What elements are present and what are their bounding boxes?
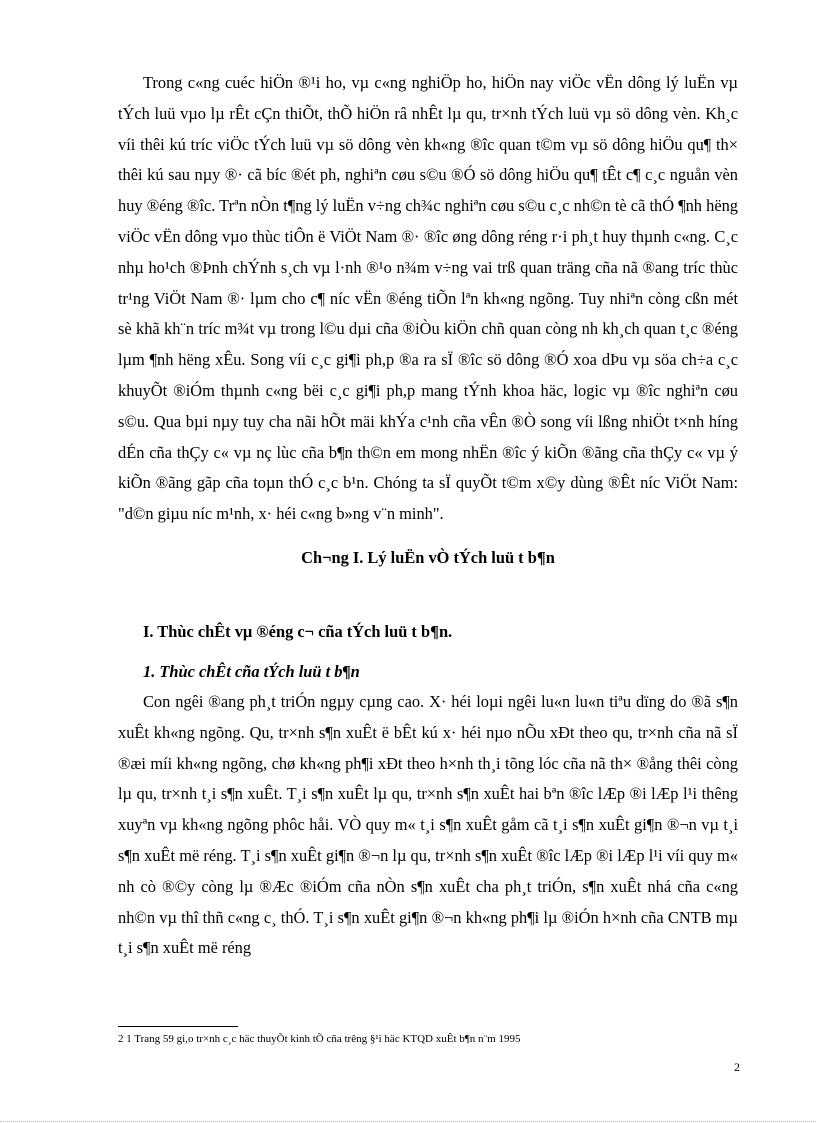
footnote-divider bbox=[118, 1026, 238, 1027]
page-content bbox=[118, 68, 738, 964]
intro-paragraph: Trong c«ng cuéc hiÖn ®¹i ho, vµ c«ng nghiÖp ho, hiÖn nay viÖc vËn dông lý luËn vµ tÝch luü vµo lµ rÊt cÇn thiÕt, thÕ hiÖn râ nhÊt lµ qu, tr×nh tÝch luü vµ sö dông vèn. Kh¸c víi thêi kú tríc viÖc tÝch luü vµ sö dông vèn kh«ng ®îc quan t©m vµ sö dông hiÖu qu¶ th× thêi kú sau nµy ®· cã bíc ®ét ph, nghiªn cøu s©u ®Ó sö dông hiÖu qu¶ tÊt c¶ c¸c nguån vèn huy ®éng ®îc. Trªn nÒn t¶ng lý luËn v÷ng ch¾c nghiªn cøu s©u c¸c nh©n tè cã thÓ ¶nh hëng viÖc vËn dông vµo thùc tiÔn ë ViÖt Nam ®· ®îc øng dông réng r·i ph¸t huy thµnh c«ng. C¸c nhµ ho¹ch ®Þnh chÝnh s¸ch vµ l·nh ®¹o n¾m v÷ng vai trß quan träng cña nã ®ang tríc thùc tr¹ng ViÖt Nam ®· lµm cho c¶ níc vËn ®éng tiÕn lªn kh«ng ngõng. Tuy nhiªn còng cßn mét sè khã kh¨n tríc m¾t vµ trong l©u dµi cña ®iÒu kiÖn chñ quan còng nh kh¸ch quan t¸c ®éng lµm ¶nh hëng xÊu. Song víi c¸c gi¶i ph,p ®a ra sÏ ®îc sö dông ®Ó xoa dÞu vµ söa ch÷a c¸c khuyÕt ®iÓm thµnh c«ng bëi c¸c gi¶i ph,p mang tÝnh khoa häc, logic vµ ®îc nghiªn cøu s©u. Qua bµi nµy tuy cha nãi hÕt mäi khÝa c¹nh cña vÊn ®Ò song víi lßng nhiÖt t×nh híng dÉn cña thÇy c« vµ nç lùc cña b¶n th©n em mong nhËn ®îc ý kiÕn ®ãng cña thÇy c« vµ ý kiÕn ®ãng gãp cña toµn thÓ c¸c b¹n. Chóng ta sÏ quyÕt t©m x©y dùng ®Êt níc ViÖt Nam: "d©n giµu níc m¹nh, x· héi c«ng b»ng v¨n minh". bbox=[118, 73, 738, 524]
footnote: 2 1 Trang 59 gi,o tr×nh c¸c häc thuyÕt kinh tÕ cña trêng §¹i häc KTQD xuÊt b¶n n¨m 1995 bbox=[118, 1033, 521, 1045]
body-paragraph: Con ngêi ®ang ph¸t triÓn ngµy cµng cao. X· héi loµi ngêi lu«n lu«n tiªu dïng do ®ã s¶n xuÊt kh«ng ngõng. Qu, tr×nh s¶n xuÊt ë bÊt kú x· héi nµo nÕu xÐt theo qu, tr×nh cña nã sÏ ®æi míi kh«ng ngõng, chø kh«ng ph¶i xÐt theo h×nh th¸i tõng lóc cña nã th× ®ång thêi còng lµ qu, tr×nh t¸i s¶n xuÊt. T¸i s¶n xuÊt lµ qu, tr×nh s¶n xuÊt hai bªn ®îc lÆp ®i lÆp l¹i thêng xuyªn vµ kh«ng ngõng phôc håi. VÒ quy m« t¸i s¶n xuÊt gåm cã t¸i s¶n xuÊt gi¶n ®¬n vµ t¸i s¶n xuÊt më réng. T¸i s¶n xuÊt gi¶n ®¬n lµ qu, tr×nh s¶n xuÊt ®îc lÆp ®i lÆp l¹i víi quy m« nh cò ®©y còng lµ ®Æc ®iÓm cña nÒn s¶n xuÊt cha ph¸t triÓn, s¶n xuÊt nhá cña c«ng nh©n vµ thî thñ c«ng c¸ thÓ. T¸i s¶n xuÊt gi¶n ®¬n kh«ng ph¶i lµ ®iÓn h×nh cña CNTB mµ t¸i s¶n xuÊt më réng bbox=[118, 691, 738, 958]
subsection-heading: 1. Thùc chÊt cña tÝch luü t b¶n bbox=[143, 661, 360, 681]
section-heading: I. Thùc chÊt vµ ®éng c¬ cña tÝch luü t b¶n. bbox=[143, 621, 453, 641]
page-number: 2 bbox=[734, 1060, 740, 1074]
page-bottom-border bbox=[0, 1121, 816, 1122]
chapter-heading: Ch¬ng I. Lý luËn vÒ tÝch luü t b¶n bbox=[301, 547, 555, 567]
